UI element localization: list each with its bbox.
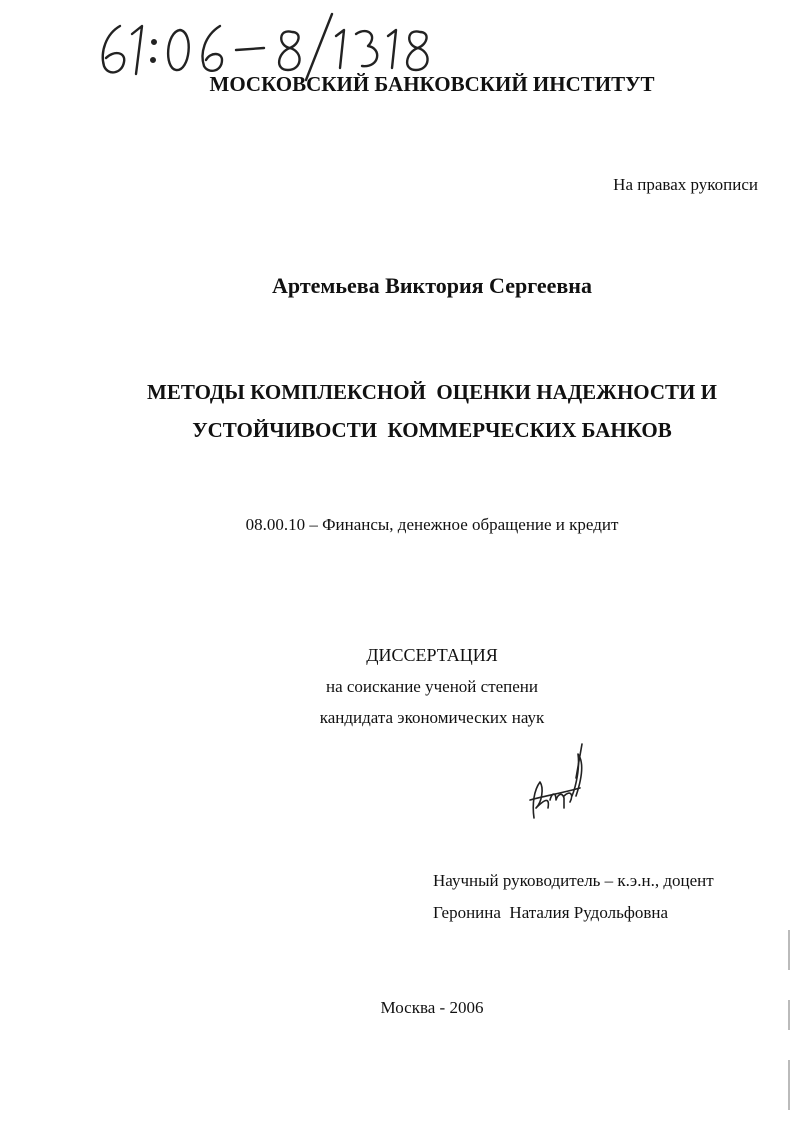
dissertation-label: ДИССЕРТАЦИЯ xyxy=(366,645,498,665)
city-year: Москва - 2006 xyxy=(380,998,484,1017)
supervisor-name: Геронина Наталия Рудольфовна xyxy=(433,903,669,922)
manuscript-note: На правах рукописи xyxy=(613,175,758,194)
title-line-1: МЕТОДЫ КОМПЛЕКСНОЙ ОЦЕНКИ НАДЕЖНОСТИ И xyxy=(147,380,717,404)
dissertation-title xyxy=(80,373,784,449)
degree-line-2: кандидата экономических наук xyxy=(319,708,545,727)
degree-line-1: на соискание ученой степени xyxy=(325,677,539,696)
specialty-code: 08.00.10 – Финансы, денежное обращение и кредит xyxy=(245,515,619,534)
institute-name: МОСКОВСКИЙ БАНКОВСКИЙ ИНСТИТУТ xyxy=(209,72,655,96)
title-line-2: УСТОЙЧИВОСТИ КОММЕРЧЕСКИХ БАНКОВ xyxy=(192,418,672,442)
supervisor-title: Научный руководитель – к.э.н., доцент xyxy=(433,871,714,890)
signature-icon xyxy=(520,738,590,828)
scan-edge-marks xyxy=(788,930,791,1110)
author-name: Артемьева Виктория Сергеевна xyxy=(272,273,592,298)
